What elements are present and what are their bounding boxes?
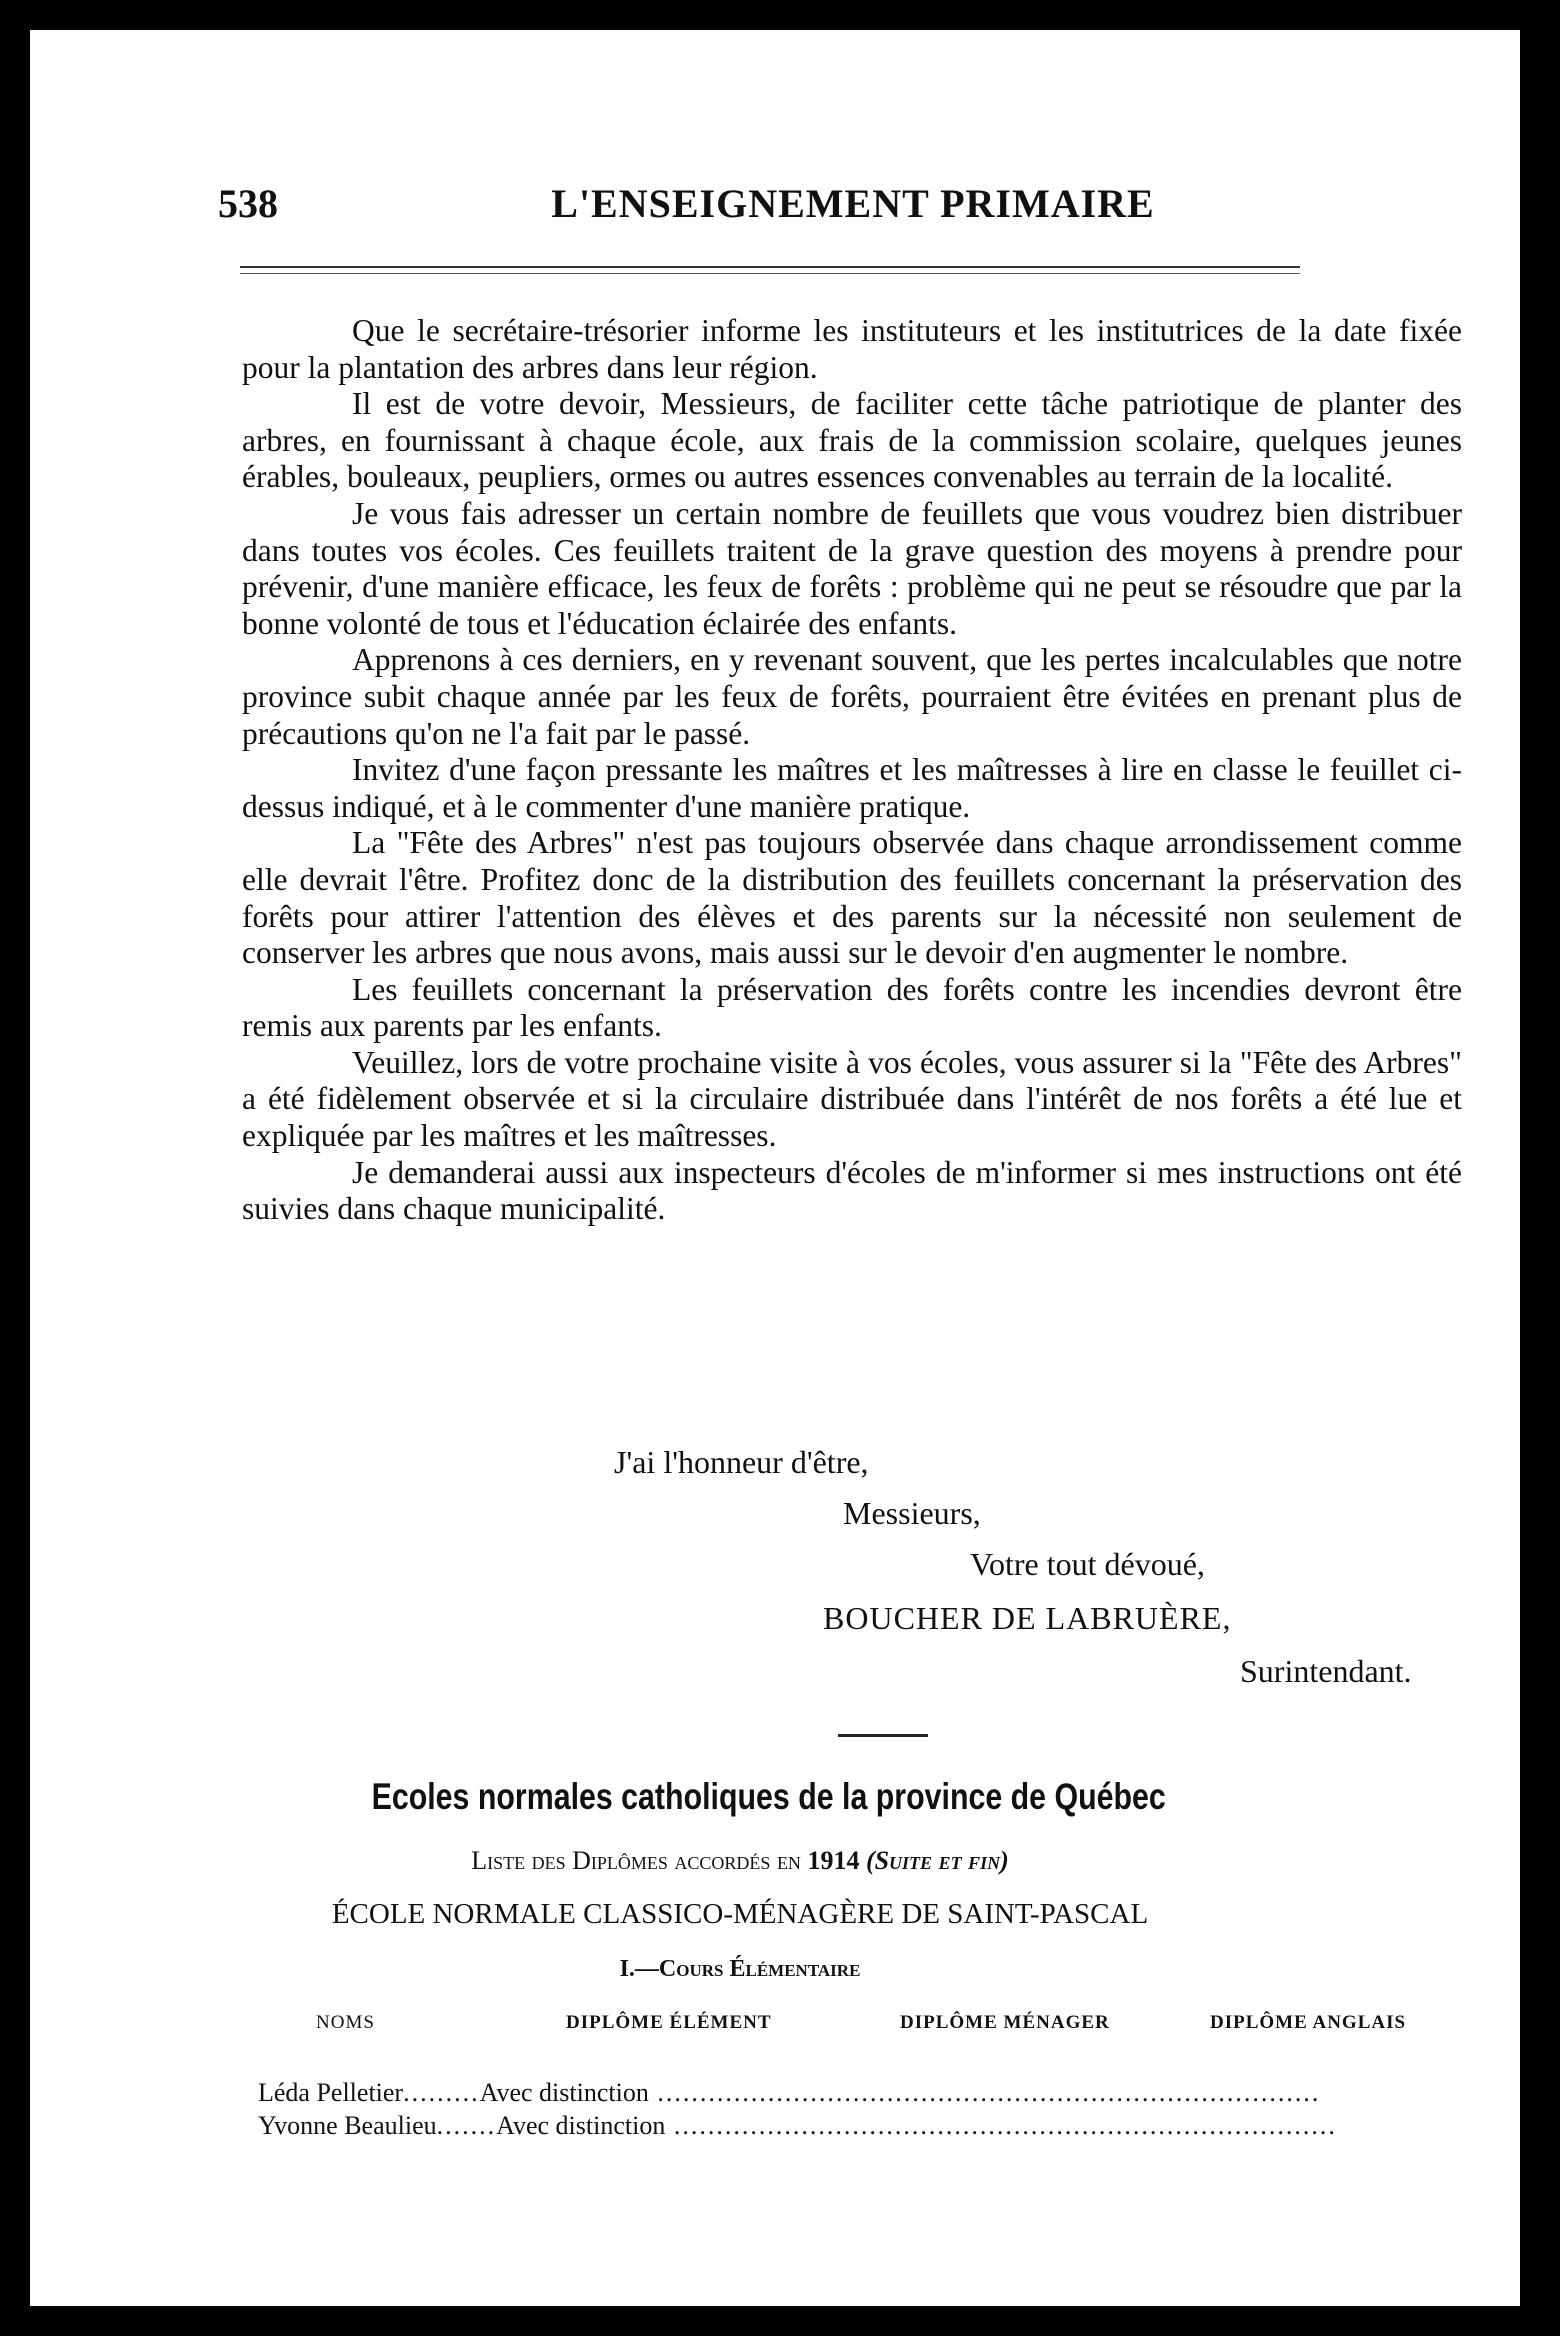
salutation: Messieurs, <box>843 1495 981 1531</box>
paragraph: Veuillez, lors de votre prochaine visite à vos écoles, vous assurer si la "Fête des Arbres" a été fidèlement observée et si la circulaire distribuée dans l'intérêt de nos forêts a été lue et expliquée par les maîtres et les maîtresses. <box>242 1044 1462 1154</box>
header-rule <box>240 266 1300 274</box>
leader-dots: ....... <box>436 2111 497 2140</box>
school-name: ÉCOLE NORMALE CLASSICO-MÉNAGÈRE DE SAINT-PASCAL <box>331 1898 1149 1930</box>
signature-title: Surintendant. <box>1240 1653 1412 1689</box>
page-header <box>218 180 1488 240</box>
column-header-noms: NOMS <box>316 2012 375 2033</box>
subtitle-text: Liste des Diplômes accordés en <box>471 1846 801 1875</box>
list-subtitle <box>30 1846 1450 1876</box>
document-page <box>30 30 1520 2306</box>
paragraph: Apprenons à ces derniers, en y revenant souvent, que les pertes incalculables que notre province subit chaque année par les feux de forêts, pourraient être évitées en prenant plus de précautions qu'on ne l'a fait par le passé. <box>242 642 1462 751</box>
closing-line: J'ai l'honneur d'être, <box>614 1444 869 1480</box>
subtitle-year: 1914 <box>807 1846 860 1875</box>
scan-border <box>1520 0 1560 2336</box>
paragraph: Les feuillets concernant la préservation des forêts contre les incendies devront être remis aux parents par les enfants. <box>242 971 1462 1044</box>
running-title: L'ENSEIGNEMENT PRIMAIRE <box>551 181 1155 226</box>
column-header-diplome-element: DIPLÔME ÉLÉMENT <box>566 2012 772 2033</box>
subtitle-note: (Suite et fin) <box>865 1846 1009 1875</box>
paragraph: Je demanderai aussi aux inspecteurs d'écoles de m'informer si mes instructions ont été suivies dans chaque municipalité. <box>242 1154 1462 1227</box>
table-row <box>258 2078 1498 2110</box>
leader-dots: .............................................................................. <box>665 2111 1337 2140</box>
section-title: Ecoles normales catholiques de la province de Québec <box>371 1776 1166 1817</box>
student-name: Léda Pelletier <box>258 2078 404 2107</box>
column-header-diplome-anglais: DIPLÔME ANGLAIS <box>1210 2012 1407 2033</box>
diploma-element: Avec distinction <box>496 2111 666 2140</box>
letter-body <box>242 313 1462 1228</box>
course-title: I.—Cours Élémentaire <box>619 1956 861 1982</box>
section-separator <box>838 1734 928 1737</box>
closing-phrase: Votre tout dévoué, <box>970 1546 1205 1582</box>
page-number: 538 <box>218 181 278 226</box>
leader-dots: .............................................................................. <box>648 2078 1321 2107</box>
paragraph: Que le secrétaire-trésorier informe les instituteurs et les institutrices de la date fixée pour la plantation des arbres dans leur région. <box>242 313 1462 385</box>
column-header-diplome-menager: DIPLÔME MÉNAGER <box>900 2012 1110 2033</box>
table-row <box>258 2111 1498 2143</box>
paragraph: Il est de votre devoir, Messieurs, de faciliter cette tâche patriotique de planter des arbres, en fournissant à chaque école, aux frais de la commission scolaire, quelques jeunes érables, bouleaux, peupliers, ormes ou autres essences convenables au terrain de la localité. <box>242 386 1462 495</box>
paragraph: Je vous fais adresser un certain nombre de feuillets que vous voudrez bien distribuer dans toutes vos écoles. Ces feuillets traitent de la grave question des moyens à prendre pour prévenir, d'une manière efficace, les feux de forêts : problème qui ne peut se résoudre que par la bonne volonté de tous et l'éducation éclairée des enfants. <box>242 495 1462 641</box>
diploma-element: Avec distinction <box>479 2078 649 2107</box>
paragraph: La "Fête des Arbres" n'est pas toujours observée dans chaque arrondissement comme elle devrait l'être. Profitez donc de la distribution des feuillets concernant la préservation des forêts pour attirer l'attention des élèves et des parents sur la nécessité non seulement de conserver les arbres que nous avons, mais aussi sur le devoir d'en augmenter le nombre. <box>242 825 1462 971</box>
paragraph: Invitez d'une façon pressante les maîtres et les maîtresses à lire en classe le feuillet ci-dessus indiqué, et à le commenter d'une manière pratique. <box>242 752 1462 824</box>
student-name: Yvonne Beaulieu <box>258 2111 437 2140</box>
leader-dots: ......... <box>403 2078 480 2107</box>
signature: BOUCHER DE LABRUÈRE, <box>823 1600 1232 1636</box>
